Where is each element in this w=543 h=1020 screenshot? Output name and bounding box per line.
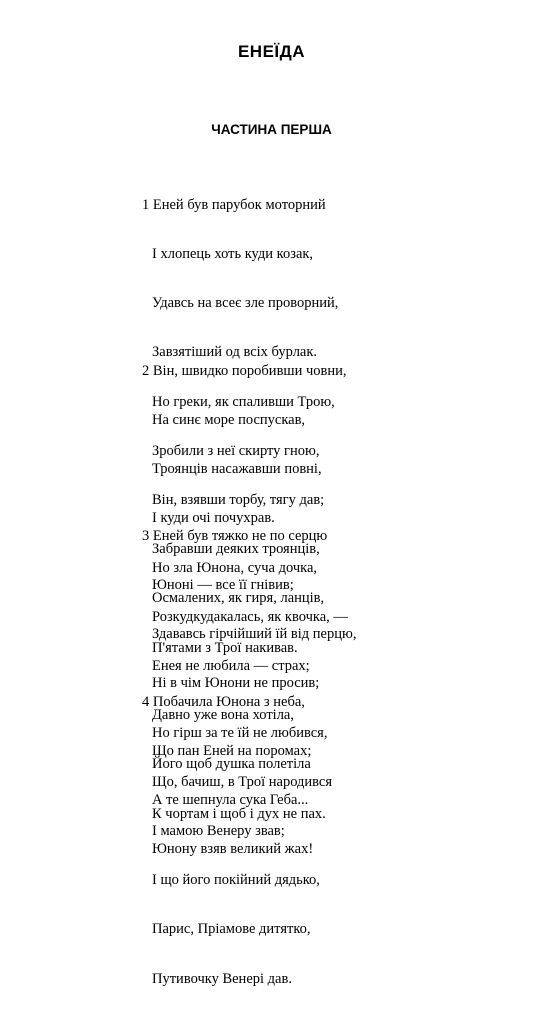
verse-line: Ні в чім Юнони не просив; bbox=[152, 675, 320, 692]
verse-line: Розкудкудакалась, як квочка, — bbox=[152, 608, 348, 625]
stanza-4 bbox=[142, 661, 313, 891]
verse-line: Юноні — все її гнівив; bbox=[152, 577, 294, 594]
verse-line: Юнону взяв великий жах! bbox=[152, 841, 314, 858]
verse-line: Здававсь гірчійший їй від перцю, bbox=[152, 626, 357, 643]
verse-line: Забравши деяких троянців, bbox=[152, 541, 320, 558]
verse-line: Осмалених, як гиря, ланців, bbox=[152, 590, 325, 607]
verse-line: На синє море поспускав, bbox=[152, 412, 306, 429]
page-title: ЕНЕЇДА bbox=[237, 42, 306, 61]
verse-line: І куди очі почухрав. bbox=[152, 510, 275, 527]
verse-line: І що його покійний дядько, bbox=[152, 872, 320, 889]
part-title: ЧАСТИНА ПЕРША bbox=[211, 122, 332, 137]
verse-line: Удавсь на всеє зле проворний, bbox=[152, 295, 339, 312]
verse-line: Но греки, як спаливши Трою, bbox=[152, 393, 335, 410]
verse-line: Парис, Пріамове дитятко, bbox=[152, 921, 311, 938]
verse-line: Но зла Юнона, суча дочка, bbox=[152, 559, 318, 576]
verse-line: А те шепнула сука Геба... bbox=[152, 792, 309, 809]
verse-line: Давно уже вона хотіла, bbox=[152, 707, 294, 724]
verse-line: І хлопець хоть куди козак, bbox=[152, 246, 314, 263]
verse-line: Зробили з неї скирту гною, bbox=[152, 442, 320, 459]
verse-line: 3 Еней був тяжко не по серцю bbox=[142, 527, 328, 544]
verse-line: 2 Він, швидко поробивши човни, bbox=[142, 362, 347, 379]
verse-line: Що, бачиш, в Трої народився bbox=[152, 773, 333, 790]
verse-line: Він, взявши торбу, тягу дав; bbox=[152, 492, 325, 509]
verse-line: Троянців насажавши повні, bbox=[152, 461, 322, 478]
verse-line: Но гірш за те їй не любився, bbox=[152, 724, 328, 741]
verse-line: 1 Еней був парубок моторний bbox=[142, 196, 326, 213]
verse-line: Завзятіший од всіх бурлак. bbox=[152, 344, 318, 361]
verse-line: Його щоб душка полетіла bbox=[152, 756, 311, 773]
verse-line: К чортам і щоб і дух не пах. bbox=[152, 805, 326, 822]
verse-line: Що пан Еней на поромах; bbox=[152, 743, 312, 760]
verse-line: Енея не любила — страх; bbox=[152, 658, 310, 675]
verse-line: І мамою Венеру звав; bbox=[152, 823, 285, 840]
verse-line: Путивочку Венері дав. bbox=[152, 970, 292, 987]
verse-line: П'ятами з Трої накивав. bbox=[152, 639, 298, 656]
verse-line: 4 Побачила Юнона з неба, bbox=[142, 693, 305, 710]
